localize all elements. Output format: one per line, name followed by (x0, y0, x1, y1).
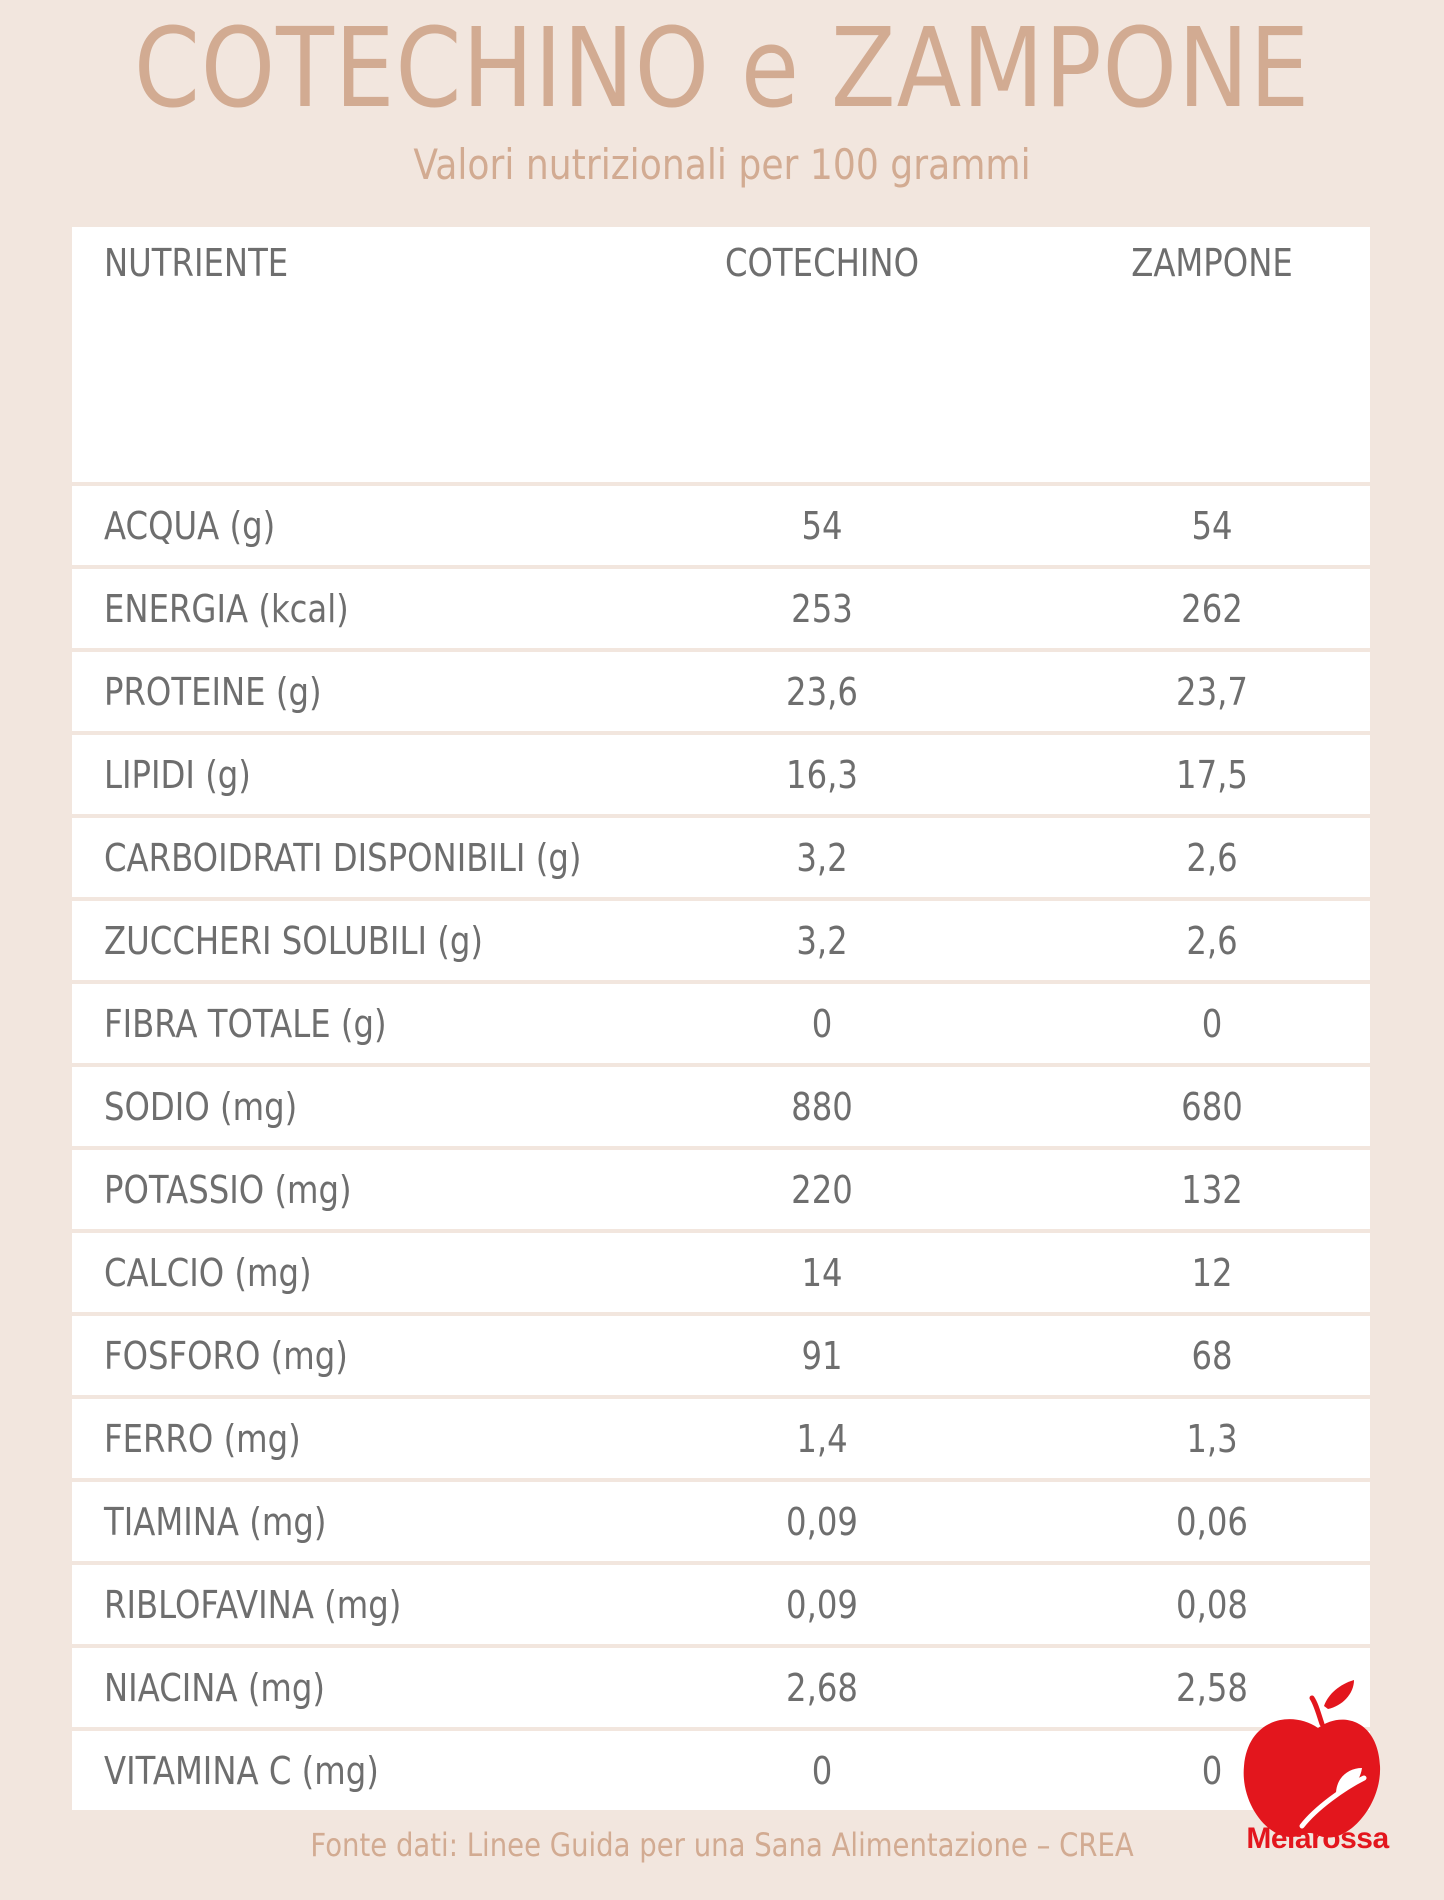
table-row (72, 1482, 1370, 1561)
nutrition-table (72, 227, 1370, 1810)
row-zampone-value: 132 (1181, 1167, 1243, 1212)
table-row (72, 652, 1370, 731)
table-row (72, 1648, 1370, 1727)
row-nutrient-name: PROTEINE (g) (104, 669, 322, 714)
row-cotechino-value: 3,2 (796, 918, 848, 963)
row-cotechino-value: 16,3 (786, 752, 858, 797)
table-row (72, 735, 1370, 814)
row-nutrient-name: FOSFORO (mg) (104, 1333, 348, 1378)
row-cotechino-value: 23,6 (786, 669, 858, 714)
row-nutrient-name: TIAMINA (mg) (104, 1499, 327, 1544)
row-cotechino-value: 0 (811, 1001, 833, 1046)
table-row (72, 901, 1370, 980)
table-row (72, 1067, 1370, 1146)
header-nutrient: NUTRIENTE (104, 241, 289, 285)
row-nutrient-name: ENERGIA (kcal) (104, 586, 349, 631)
row-zampone-value: 680 (1181, 1084, 1243, 1129)
table-row (72, 984, 1370, 1063)
row-zampone-value: 0,06 (1176, 1499, 1248, 1544)
row-cotechino-value: 3,2 (796, 835, 848, 880)
row-cotechino-value: 880 (791, 1084, 853, 1129)
brand-name: Melarossa (1246, 1822, 1389, 1855)
row-nutrient-name: CARBOIDRATI DISPONIBILI (g) (104, 835, 582, 880)
row-nutrient-name: CALCIO (mg) (104, 1250, 312, 1295)
row-cotechino-value: 253 (791, 586, 853, 631)
row-zampone-value: 23,7 (1176, 669, 1248, 714)
row-cotechino-value: 14 (801, 1250, 843, 1295)
row-cotechino-value: 220 (791, 1167, 853, 1212)
row-nutrient-name: ZUCCHERI SOLUBILI (g) (104, 918, 483, 963)
row-zampone-value: 12 (1191, 1250, 1233, 1295)
row-cotechino-value: 54 (801, 503, 843, 548)
row-zampone-value: 1,3 (1186, 1416, 1238, 1461)
row-zampone-value: 0,08 (1176, 1582, 1248, 1627)
row-zampone-value: 2,6 (1186, 835, 1238, 880)
table-row (72, 1565, 1370, 1644)
row-nutrient-name: ACQUA (g) (104, 503, 276, 548)
table-row (72, 1150, 1370, 1229)
row-zampone-value: 262 (1181, 586, 1243, 631)
row-nutrient-name: FERRO (mg) (104, 1416, 301, 1461)
row-cotechino-value: 1,4 (796, 1416, 848, 1461)
row-zampone-value: 17,5 (1176, 752, 1248, 797)
row-nutrient-name: LIPIDI (g) (104, 752, 251, 797)
row-cotechino-value: 91 (801, 1333, 843, 1378)
table-row (72, 1399, 1370, 1478)
row-cotechino-value: 0,09 (786, 1499, 858, 1544)
row-nutrient-name: SODIO (mg) (104, 1084, 298, 1129)
page-subtitle: Valori nutrizionali per 100 grammi (413, 140, 1031, 189)
row-cotechino-value: 0 (811, 1748, 833, 1793)
row-zampone-value: 0 (1201, 1001, 1223, 1046)
table-row (72, 1316, 1370, 1395)
row-nutrient-name: FIBRA TOTALE (g) (104, 1001, 387, 1046)
row-nutrient-name: RIBLOFAVINA (mg) (104, 1582, 402, 1627)
source-note: Fonte dati: Linee Guida per una Sana Alimentazione – CREA (310, 1826, 1134, 1864)
row-nutrient-name: NIACINA (mg) (104, 1665, 325, 1710)
row-cotechino-value: 2,68 (786, 1665, 858, 1710)
table-row (72, 486, 1370, 565)
page-title: COTECHINO e ZAMPONE (133, 4, 1311, 132)
row-zampone-value: 2,58 (1176, 1665, 1248, 1710)
table-row (72, 818, 1370, 897)
row-nutrient-name: VITAMINA C (mg) (104, 1748, 379, 1793)
header-zampone: ZAMPONE (1131, 241, 1293, 285)
row-nutrient-name: POTASSIO (mg) (104, 1167, 352, 1212)
table-header-row (72, 227, 1370, 482)
row-zampone-value: 2,6 (1186, 918, 1238, 963)
table-row (72, 1233, 1370, 1312)
header-cotechino: COTECHINO (724, 241, 920, 285)
row-zampone-value: 0 (1201, 1748, 1223, 1793)
row-cotechino-value: 0,09 (786, 1582, 858, 1627)
row-zampone-value: 54 (1191, 503, 1233, 548)
table-row (72, 1731, 1370, 1810)
row-zampone-value: 68 (1191, 1333, 1233, 1378)
table-row (72, 569, 1370, 648)
